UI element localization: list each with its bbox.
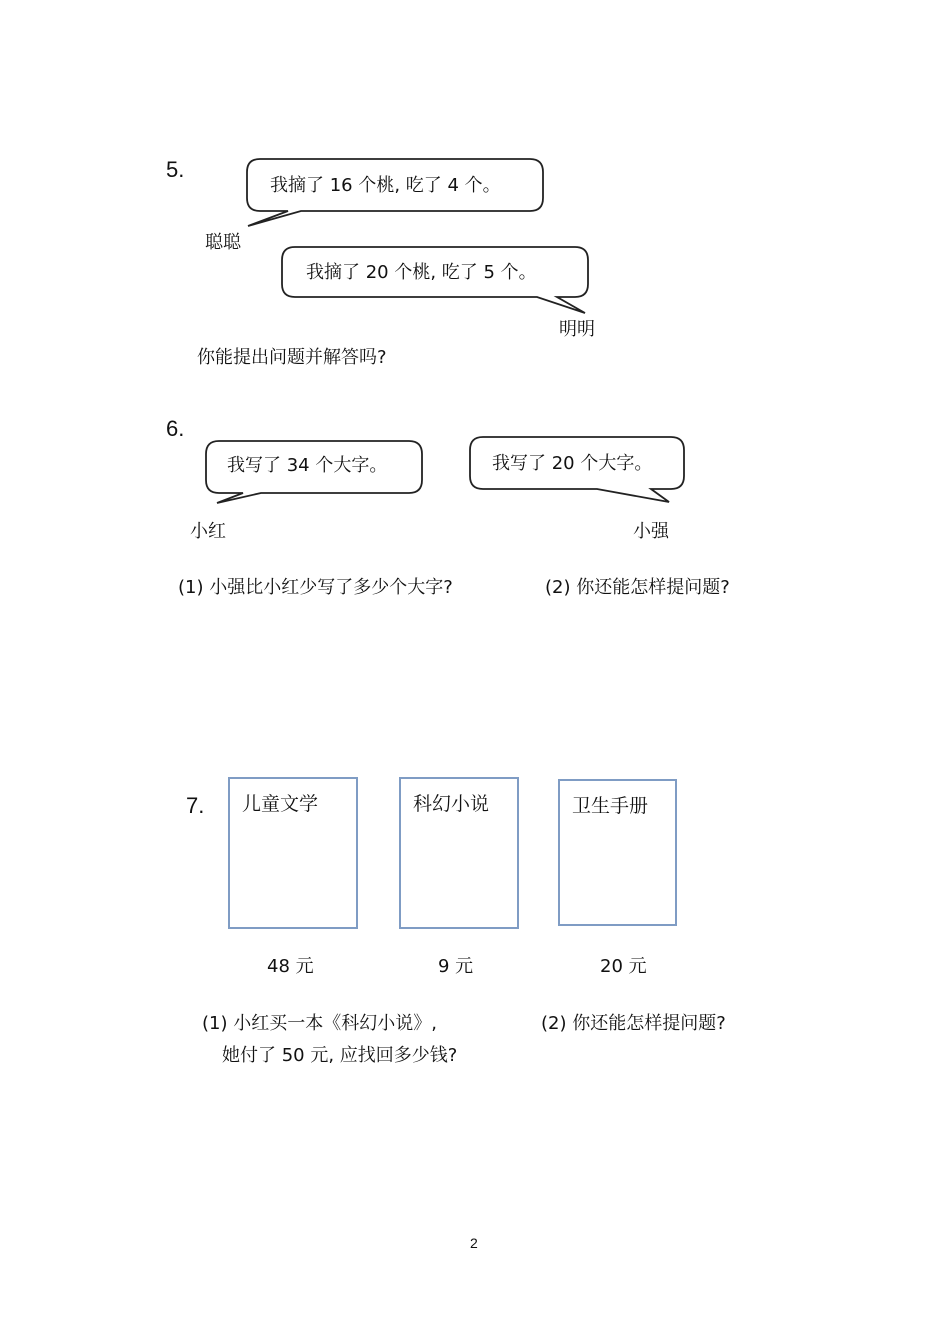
question-7-sub1-line2: 她付了 50 元, 应找回多少钱? bbox=[222, 1045, 458, 1066]
price-science-fiction: 9 元 bbox=[438, 956, 474, 977]
question-6-sub2: (2) 你还能怎样提问题? bbox=[545, 577, 730, 598]
book-children-literature bbox=[228, 777, 358, 929]
speaker-xiaohong: 小红 bbox=[190, 521, 226, 542]
speaker-xiaoqiang: 小强 bbox=[633, 521, 669, 542]
question-6-number: 6. bbox=[166, 416, 185, 441]
bubble-xiaoqiang-text: 我写了 20 个大字。 bbox=[492, 453, 653, 474]
bubble-congcong-text: 我摘了 16 个桃, 吃了 4 个。 bbox=[270, 175, 501, 196]
price-children-literature: 48 元 bbox=[267, 956, 314, 977]
book-title: 儿童文学 bbox=[242, 793, 319, 815]
price-health-handbook: 20 元 bbox=[600, 956, 647, 977]
question-7-sub2: (2) 你还能怎样提问题? bbox=[541, 1013, 726, 1034]
question-5-number: 5. bbox=[166, 157, 185, 182]
speaker-congcong: 聪聪 bbox=[205, 232, 241, 253]
page-number: 2 bbox=[470, 1235, 478, 1251]
question-7-number: 7. bbox=[186, 793, 205, 818]
book-health-handbook bbox=[558, 779, 677, 926]
question-7-sub1-line1: (1) 小红买一本《科幻小说》, bbox=[202, 1013, 437, 1034]
bubble-mingming-text: 我摘了 20 个桃, 吃了 5 个。 bbox=[306, 262, 537, 283]
question-6-sub1: (1) 小强比小红少写了多少个大字? bbox=[178, 577, 453, 598]
speaker-mingming: 明明 bbox=[559, 319, 595, 340]
book-title: 卫生手册 bbox=[572, 795, 649, 817]
book-title: 科幻小说 bbox=[413, 793, 490, 815]
book-science-fiction bbox=[399, 777, 519, 929]
bubble-xiaohong-text: 我写了 34 个大字。 bbox=[227, 455, 388, 476]
question-5-prompt: 你能提出问题并解答吗? bbox=[197, 347, 387, 368]
